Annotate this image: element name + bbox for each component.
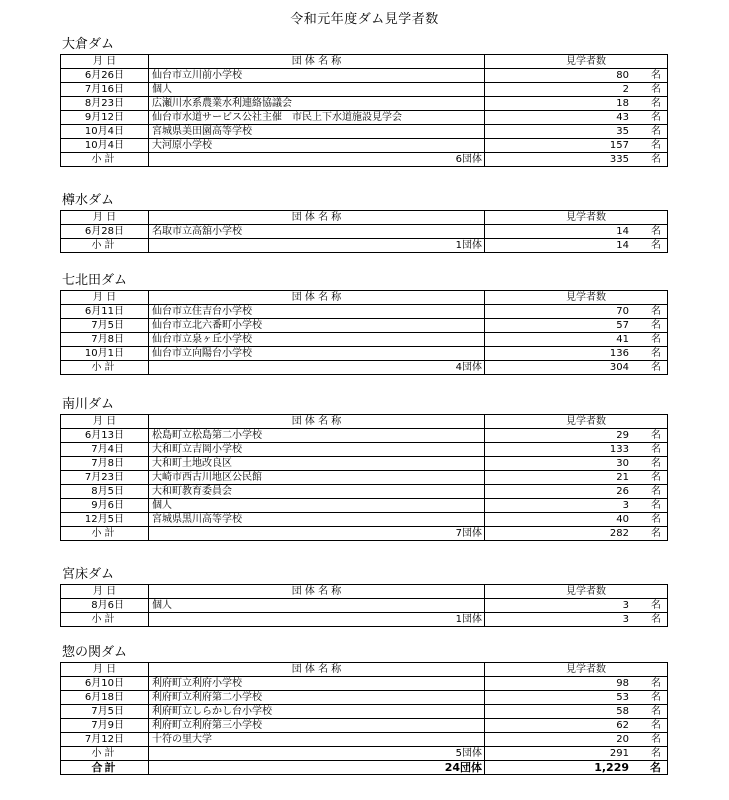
- visit-date: 10月4日: [61, 139, 149, 153]
- unit-label: 名: [651, 486, 661, 497]
- unit-label: 名: [651, 720, 661, 731]
- header-org-name: 団 体 名 称: [149, 585, 485, 599]
- subtotal-groups: 7団体: [149, 527, 485, 541]
- organization-name: 仙台市立泉ヶ丘小学校: [149, 333, 485, 347]
- visit-date: 7月9日: [61, 719, 149, 733]
- table-row: [61, 733, 668, 747]
- table-row: [61, 691, 668, 705]
- unit-label: 名: [651, 458, 661, 469]
- visit-date: 9月6日: [61, 499, 149, 513]
- unit-label: 名: [651, 430, 661, 441]
- visitor-table: [60, 290, 668, 375]
- visitor-table: [60, 210, 668, 253]
- header-org-name: 団 体 名 称: [149, 415, 485, 429]
- organization-name: 仙台市立住吉台小学校: [149, 305, 485, 319]
- visitor-count: 14: [616, 226, 629, 237]
- header-row: [61, 291, 668, 305]
- table-row: [61, 111, 668, 125]
- table-row: [61, 599, 668, 613]
- visitor-count-cell: [485, 485, 668, 499]
- organization-name: 仙台市立向陽台小学校: [149, 347, 485, 361]
- visitor-count: 304: [609, 362, 629, 373]
- subtotal-groups: 1団体: [149, 613, 485, 627]
- unit-label: 名: [651, 140, 661, 151]
- visitor-count-cell: [485, 499, 668, 513]
- visitor-count: 53: [616, 692, 629, 703]
- subtotal-label: 小計: [61, 747, 149, 761]
- organization-name: 宮城県美田園高等学校: [149, 125, 485, 139]
- table-row: [61, 677, 668, 691]
- visit-date: 7月5日: [61, 319, 149, 333]
- visitor-count-cell: [485, 305, 668, 319]
- visitor-count-cell: [485, 225, 668, 239]
- table-row: [61, 705, 668, 719]
- subtotal-groups: 1団体: [149, 239, 485, 253]
- visitor-count: 43: [616, 112, 629, 123]
- visitor-count-cell: [485, 347, 668, 361]
- unit-label: 名: [651, 98, 661, 109]
- table-row: [61, 457, 668, 471]
- section-title: 大倉ダム: [62, 37, 115, 52]
- subtotal-label: 小計: [61, 239, 149, 253]
- subtotal-groups: 6団体: [149, 153, 485, 167]
- subtotal-row: [61, 361, 668, 375]
- table-row: [61, 443, 668, 457]
- unit-label: 名: [651, 306, 661, 317]
- organization-name: 大和町立吉岡小学校: [149, 443, 485, 457]
- visit-date: 12月5日: [61, 513, 149, 527]
- visitor-count: 3: [622, 614, 629, 625]
- unit-label: 名: [651, 112, 661, 123]
- subtotal-label: 小計: [61, 613, 149, 627]
- unit-label: 名: [651, 734, 661, 745]
- section-title: 樽水ダム: [62, 193, 115, 208]
- header-visitors: 見学者数: [485, 55, 668, 69]
- unit-label: 名: [651, 126, 661, 137]
- subtotal-row: [61, 153, 668, 167]
- header-visitors: 見学者数: [485, 415, 668, 429]
- unit-label: 名: [651, 748, 661, 759]
- table-row: [61, 347, 668, 361]
- organization-name: 大河原小学校: [149, 139, 485, 153]
- visitor-count: 29: [616, 430, 629, 441]
- table-row: [61, 499, 668, 513]
- organization-name: 十符の里大学: [149, 733, 485, 747]
- visit-date: 7月8日: [61, 457, 149, 471]
- visit-date: 7月16日: [61, 83, 149, 97]
- subtotal-label: 小計: [61, 527, 149, 541]
- grand-total-label: 合計: [61, 761, 149, 775]
- table-row: [61, 429, 668, 443]
- unit-label: 名: [651, 500, 661, 511]
- organization-name: 大和町土地改良区: [149, 457, 485, 471]
- table-row: [61, 333, 668, 347]
- table-row: [61, 97, 668, 111]
- unit-label: 名: [651, 692, 661, 703]
- unit-label: 名: [651, 444, 661, 455]
- unit-label: 名: [651, 226, 661, 237]
- table-row: [61, 83, 668, 97]
- section-title: 惣の関ダム: [62, 645, 128, 660]
- visitor-table: [60, 584, 668, 627]
- visitor-count: 62: [616, 720, 629, 731]
- visitor-count-cell: [485, 443, 668, 457]
- header-date: 月 日: [61, 291, 149, 305]
- unit-label: 名: [651, 240, 661, 251]
- organization-name: 個人: [149, 83, 485, 97]
- header-org-name: 団 体 名 称: [149, 663, 485, 677]
- visitor-count: 20: [616, 734, 629, 745]
- visitor-count: 80: [616, 70, 629, 81]
- visit-date: 8月5日: [61, 485, 149, 499]
- visitor-count: 335: [609, 154, 629, 165]
- visitor-count: 58: [616, 706, 629, 717]
- subtotal-row: [61, 239, 668, 253]
- table-row: [61, 125, 668, 139]
- organization-name: 利府町立利府第三小学校: [149, 719, 485, 733]
- visit-date: 6月11日: [61, 305, 149, 319]
- table-row: [61, 319, 668, 333]
- visitor-count-cell: [485, 125, 668, 139]
- organization-name: 大崎市西古川地区公民館: [149, 471, 485, 485]
- visit-date: 7月8日: [61, 333, 149, 347]
- visitor-count: 2: [622, 84, 629, 95]
- visit-date: 7月12日: [61, 733, 149, 747]
- header-row: [61, 663, 668, 677]
- grand-total-groups: 24団体: [149, 761, 485, 775]
- visitor-count-cell: [485, 69, 668, 83]
- visitor-count: 1,229: [594, 761, 629, 774]
- table-row: [61, 69, 668, 83]
- header-org-name: 団 体 名 称: [149, 211, 485, 225]
- organization-name: 仙台市立北六番町小学校: [149, 319, 485, 333]
- unit-label: 名: [651, 334, 661, 345]
- document-title: 令和元年度ダム見学者数: [290, 12, 439, 27]
- visitor-count-cell: [485, 677, 668, 691]
- subtotal-count-cell: [485, 527, 668, 541]
- header-visitors: 見学者数: [485, 291, 668, 305]
- organization-name: 大和町教育委員会: [149, 485, 485, 499]
- unit-label: 名: [650, 761, 661, 774]
- subtotal-count-cell: [485, 239, 668, 253]
- header-org-name: 団 体 名 称: [149, 291, 485, 305]
- visitor-count-cell: [485, 429, 668, 443]
- visitor-count-cell: [485, 97, 668, 111]
- organization-name: 利府町立利府小学校: [149, 677, 485, 691]
- visitor-count-cell: [485, 83, 668, 97]
- visitor-count: 157: [609, 140, 629, 151]
- visitor-count-cell: [485, 705, 668, 719]
- table-row: [61, 513, 668, 527]
- visitor-count-cell: [485, 719, 668, 733]
- subtotal-count-cell: [485, 361, 668, 375]
- visitor-count: 35: [616, 126, 629, 137]
- dam-section: [60, 36, 670, 167]
- visitor-count: 70: [616, 306, 629, 317]
- visitor-count-cell: [485, 513, 668, 527]
- header-row: [61, 55, 668, 69]
- visit-date: 8月23日: [61, 97, 149, 111]
- table-row: [61, 139, 668, 153]
- visitor-table: [60, 54, 668, 167]
- unit-label: 名: [651, 348, 661, 359]
- subtotal-label: 小計: [61, 361, 149, 375]
- section-title: 南川ダム: [62, 397, 115, 412]
- visit-date: 7月5日: [61, 705, 149, 719]
- unit-label: 名: [651, 472, 661, 483]
- visit-date: 10月4日: [61, 125, 149, 139]
- visitor-count-cell: [485, 599, 668, 613]
- visitor-table: [60, 662, 668, 775]
- table-row: [61, 225, 668, 239]
- subtotal-count-cell: [485, 747, 668, 761]
- subtotal-label: 小計: [61, 153, 149, 167]
- subtotal-groups: 5団体: [149, 747, 485, 761]
- visitor-count: 136: [609, 348, 629, 359]
- unit-label: 名: [651, 362, 661, 373]
- header-date: 月 日: [61, 415, 149, 429]
- visitor-count: 133: [609, 444, 629, 455]
- organization-name: 個人: [149, 599, 485, 613]
- visit-date: 6月13日: [61, 429, 149, 443]
- visit-date: 9月12日: [61, 111, 149, 125]
- visitor-count-cell: [485, 457, 668, 471]
- visitor-count: 41: [616, 334, 629, 345]
- visitor-count: 57: [616, 320, 629, 331]
- unit-label: 名: [651, 154, 661, 165]
- header-org-name: 団 体 名 称: [149, 55, 485, 69]
- subtotal-groups: 4団体: [149, 361, 485, 375]
- organization-name: 名取市立高舘小学校: [149, 225, 485, 239]
- unit-label: 名: [651, 614, 661, 625]
- visitor-count: 3: [622, 500, 629, 511]
- visit-date: 6月18日: [61, 691, 149, 705]
- organization-name: 広瀬川水系農業水利連絡協議会: [149, 97, 485, 111]
- organization-name: 利府町立しらかし台小学校: [149, 705, 485, 719]
- visitor-count-cell: [485, 733, 668, 747]
- header-row: [61, 211, 668, 225]
- visitor-count: 18: [616, 98, 629, 109]
- visit-date: 6月10日: [61, 677, 149, 691]
- section-title: 七北田ダム: [62, 273, 128, 288]
- visitor-count-cell: [485, 139, 668, 153]
- organization-name: 仙台市立川前小学校: [149, 69, 485, 83]
- unit-label: 名: [651, 514, 661, 525]
- dam-section: [60, 566, 670, 627]
- visitor-count-cell: [485, 111, 668, 125]
- visit-date: 7月4日: [61, 443, 149, 457]
- organization-name: 個人: [149, 499, 485, 513]
- header-visitors: 見学者数: [485, 211, 668, 225]
- unit-label: 名: [651, 320, 661, 331]
- subtotal-row: [61, 613, 668, 627]
- visitor-count: 40: [616, 514, 629, 525]
- visit-date: 6月28日: [61, 225, 149, 239]
- visitor-count: 98: [616, 678, 629, 689]
- unit-label: 名: [651, 84, 661, 95]
- dam-section: [60, 272, 670, 375]
- grand-total-row: [61, 761, 668, 775]
- unit-label: 名: [651, 600, 661, 611]
- visitor-count-cell: [485, 471, 668, 485]
- subtotal-count-cell: [485, 613, 668, 627]
- visitor-count: 30: [616, 458, 629, 469]
- header-visitors: 見学者数: [485, 585, 668, 599]
- subtotal-count-cell: [485, 153, 668, 167]
- organization-name: 仙台市水道サービス公社主催 市民上下水道施設見学会: [149, 111, 485, 125]
- grand-total-count-cell: [485, 761, 668, 775]
- visitor-count-cell: [485, 333, 668, 347]
- table-row: [61, 719, 668, 733]
- header-visitors: 見学者数: [485, 663, 668, 677]
- visitor-table: [60, 414, 668, 541]
- table-row: [61, 471, 668, 485]
- visit-date: 6月26日: [61, 69, 149, 83]
- dam-section: [60, 396, 670, 541]
- dam-section: [60, 192, 670, 253]
- organization-name: 利府町立利府第二小学校: [149, 691, 485, 705]
- visitor-count: 282: [609, 528, 629, 539]
- subtotal-row: [61, 527, 668, 541]
- table-row: [61, 305, 668, 319]
- header-row: [61, 585, 668, 599]
- organization-name: 宮城県黒川高等学校: [149, 513, 485, 527]
- dam-section: [60, 644, 670, 775]
- visit-date: 10月1日: [61, 347, 149, 361]
- header-date: 月 日: [61, 663, 149, 677]
- header-row: [61, 415, 668, 429]
- header-date: 月 日: [61, 55, 149, 69]
- visitor-count: 14: [616, 240, 629, 251]
- section-title: 宮床ダム: [62, 567, 115, 582]
- table-row: [61, 485, 668, 499]
- unit-label: 名: [651, 528, 661, 539]
- unit-label: 名: [651, 706, 661, 717]
- visitor-count-cell: [485, 319, 668, 333]
- organization-name: 松島町立松島第二小学校: [149, 429, 485, 443]
- visit-date: 8月6日: [61, 599, 149, 613]
- visitor-count: 291: [609, 748, 629, 759]
- unit-label: 名: [651, 678, 661, 689]
- unit-label: 名: [651, 70, 661, 81]
- visitor-count: 3: [622, 600, 629, 611]
- visitor-count: 21: [616, 472, 629, 483]
- subtotal-row: [61, 747, 668, 761]
- header-date: 月 日: [61, 211, 149, 225]
- visitor-count-cell: [485, 691, 668, 705]
- visitor-count: 26: [616, 486, 629, 497]
- header-date: 月 日: [61, 585, 149, 599]
- visit-date: 7月23日: [61, 471, 149, 485]
